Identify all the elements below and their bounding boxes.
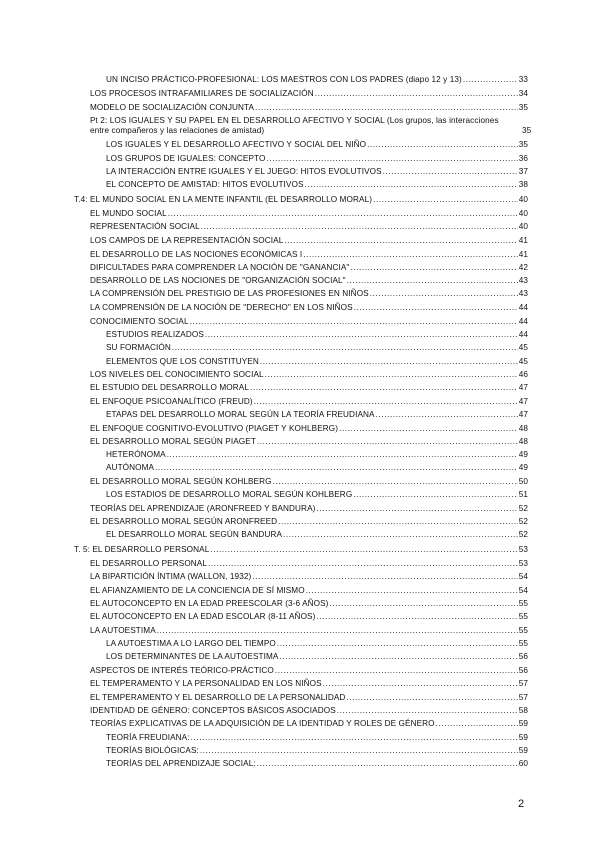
toc-leader-dots [210,545,517,555]
toc-leader-dots [284,236,517,246]
toc-entry-page: 58 [518,706,528,715]
toc-entry-title: SU FORMACIÓN [106,343,171,352]
toc-entry-page: 52 [518,530,528,539]
toc-entry-page: 44 [518,303,528,312]
toc-entry-title: LOS IGUALES Y EL DESARROLLO AFECTIVO Y SOCIAL DEL NIÑO [106,140,367,149]
toc-entry-title: EL TEMPERAMENTO Y LA PERSONALIDAD EN LOS NIÑOS [90,679,322,688]
toc-leader-dots [280,652,518,662]
toc-entry[interactable] [74,195,528,205]
toc-entry-page: 52 [518,517,528,526]
toc-entry-page: 36 [518,154,528,163]
toc-entry-title: CONOCIMIENTO SOCIAL [90,317,189,326]
toc-entry-page: 33 [518,75,528,84]
toc-entry-page: 35 [518,140,528,149]
toc-entry-page: 41 [518,250,528,259]
toc-entry[interactable] [106,140,528,150]
toc-entry-title: REPRESENTACIÓN SOCIAL [90,222,200,231]
toc-entry[interactable] [106,180,528,190]
toc-leader-dots [167,450,518,460]
toc-entry-title: LA COMPRENSIÓN DE LA NOCIÓN DE "DERECHO" EN LOS NIÑOS [90,303,353,312]
toc-entry-title: EL CONCEPTO DE AMISTAD: HITOS EVOLUTIVOS [106,180,304,189]
toc-entry[interactable] [106,733,528,743]
toc-leader-dots [266,154,517,164]
toc-entry-title: TEORÍAS EXPLICATIVAS DE LA ADQUISICIÓN DE LA IDENTIDAD Y ROLES DE GÉNERO [90,719,435,728]
toc-entry[interactable] [90,236,528,246]
toc-entry-page: 59 [518,719,528,728]
toc-entry-page: 57 [518,679,528,688]
toc-leader-dots [303,250,517,260]
toc-entry-page: 53 [518,559,528,568]
toc-entry-page: 38 [518,180,528,189]
toc-entry-title: Pt 2: LOS IGUALES Y SU PAPEL EN EL DESARROLLO AFECTIVO Y SOCIAL (Los grupos, las interacciones entre compañeros y las relaciones de amistad) [90,116,499,135]
toc-leader-dots [315,89,518,99]
toc-entry[interactable] [106,410,528,420]
toc-entry-page: 55 [518,612,528,621]
toc-leader-dots [383,167,518,177]
toc-entry-title: TEORÍAS BIOLÓGICAS: [106,746,199,755]
toc-entry[interactable] [106,759,528,769]
toc-entry-title: EL DESARROLLO MORAL SEGÚN ARONFREED [90,517,278,526]
toc-entry[interactable] [106,167,528,177]
toc-entry-title: LOS NIVELES DEL CONOCIMIENTO SOCIAL [90,370,264,379]
toc-leader-dots [337,706,518,716]
toc-leader-dots [376,410,518,420]
toc-entry[interactable] [90,693,528,703]
toc-leader-dots [257,759,518,769]
toc-entry-title: TEORÍAS DEL APRENDIZAJE SOCIAL: [106,759,256,768]
toc-leader-dots [316,504,517,514]
toc-leader-dots [330,599,518,609]
toc-leader-dots [252,572,517,582]
toc-leader-dots [254,397,518,407]
page-number: 2 [518,798,525,810]
toc-entry-title: LA BIPARTICIÓN ÍNTIMA (WALLON, 1932) [90,572,252,581]
toc-entry-page: 50 [518,477,528,486]
toc-entry-title: ASPECTOS DE INTERÉS TEÓRICO-PRÁCTICO [90,666,274,675]
toc-leader-dots [346,693,517,703]
toc-entry[interactable] [90,289,528,299]
toc-entry-title: EL AUTOCONCEPTO EN LA EDAD PREESCOLAR (3-6 AÑOS) [90,599,329,608]
toc-leader-dots [157,626,518,636]
toc-entry-page: 56 [518,652,528,661]
toc-entry[interactable] [106,746,528,756]
toc-leader-dots [367,140,518,150]
toc-entry-page: 41 [518,236,528,245]
toc-entry-title: LOS GRUPOS DE IGUALES: CONCEPTO [106,154,266,163]
toc-leader-dots [306,586,518,596]
toc-entry[interactable] [90,706,528,716]
toc-entry-title: DIFICULTADES PARA COMPRENDER LA NOCIÓN DE "GANANCIA" [90,263,350,272]
toc-entry-title: T. 5: EL DESARROLLO PERSONAL [74,545,210,554]
toc-leader-dots [168,209,518,219]
toc-entry-title: LOS PROCESOS INTRAFAMILIARES DE SOCIALIZACIÓN [90,89,314,98]
toc-entry[interactable] [106,154,528,164]
toc-entry-page: 60 [518,759,528,768]
toc-leader-dots [277,639,518,649]
toc-entry-page: 44 [518,317,528,326]
toc-entry-page: 43 [518,289,528,298]
toc-entry-page: 45 [518,357,528,366]
toc-entry-title: TEORÍA FREUDIANA: [106,733,190,742]
toc-entry[interactable] [106,530,528,540]
toc-entry-title: EL TEMPERAMENTO Y EL DESARROLLO DE LA PERSONALIDAD [90,693,346,702]
toc-entry-page: 48 [518,437,528,446]
toc-entry[interactable] [106,490,528,500]
toc-entry-page: 52 [518,504,528,513]
toc-entry-page: 57 [518,693,528,702]
toc-entry-title: EL ESTUDIO DEL DESARROLLO MORAL [90,383,250,392]
toc-leader-dots [323,679,518,689]
toc-leader-dots [190,317,518,327]
toc-entry-title: IDENTIDAD DE GÉNERO: CONCEPTOS BÁSICOS ASOCIADOS [90,706,336,715]
toc-leader-dots [370,289,518,299]
toc-entry-title: LA COMPRENSIÓN DEL PRESTIGIO DE LAS PROFESIONES EN NIÑOS [90,289,369,298]
toc-entry-title: EL DESARROLLO MORAL SEGÚN BANDURA [106,530,283,539]
toc-entry[interactable] [90,572,528,582]
toc-leader-dots [200,746,518,756]
toc-entry-title: DESARROLLO DE LAS NOCIONES DE "ORGANIZACIÓN SOCIAL" [90,276,346,285]
toc-entry-title: TEORÍAS DEL APRENDIZAJE (ARONFREED Y BANDURA) [90,504,316,513]
toc-entry[interactable] [90,209,528,219]
toc-leader-dots [463,75,518,85]
toc-leader-dots [305,180,518,190]
toc-entry-title: EL DESARROLLO PERSONAL [90,559,208,568]
toc-leader-dots [354,303,518,313]
toc-entry[interactable] [90,599,528,609]
toc-entry-title: EL DESARROLLO MORAL SEGÚN PIAGET [90,437,256,446]
toc-entry-title: EL ENFOQUE PSICOANALÍTICO (FREUD) [90,397,253,406]
toc-entry[interactable] [106,450,528,460]
toc-entry-title: LA AUTOESTIMA [90,626,156,635]
toc-entry-title: EL ENFOQUE COGNITIVO-EVOLUTIVO (PIAGET Y KOHLBERG) [90,424,339,433]
toc-entry[interactable] [74,545,528,555]
toc-entry[interactable] [106,343,528,353]
toc-entry-page: 35 [518,103,528,112]
toc-entry-title: HETERÓNOMA [106,450,166,459]
toc-entry-page: 40 [518,222,528,231]
toc-entry[interactable] [106,357,528,367]
toc-entry-title: ETAPAS DEL DESARROLLO MORAL SEGÚN LA TEORÍA FREUDIANA [106,410,375,419]
toc-leader-dots [191,733,518,743]
toc-entry[interactable] [106,330,528,340]
toc-leader-dots [278,517,518,527]
toc-leader-dots [347,276,518,286]
toc-entry[interactable] [90,666,528,676]
toc-entry-title: EL MUNDO SOCIAL [90,209,167,218]
toc-entry-page: 44 [518,330,528,339]
toc-entry-title: EL DESARROLLO MORAL SEGÚN KOHLBERG [90,477,272,486]
toc-entry-title: T.4: EL MUNDO SOCIAL EN LA MENTE INFANTIL (EL DESARROLLO MORAL) [74,195,373,204]
toc-entry-title: LOS DETERMINANTES DE LA AUTOESTIMA [106,652,279,661]
toc-entry[interactable] [90,477,528,487]
toc-leader-dots [201,222,518,232]
toc-entry[interactable] [90,370,528,380]
toc-entry-page: 55 [518,626,528,635]
toc-entry-title: LA AUTOESTIMA A LO LARGO DEL TIEMPO [106,639,276,648]
toc-entry-page: 48 [518,424,528,433]
toc-entry-title: UN INCISO PRÁCTICO-PROFESIONAL: LOS MAESTROS CON LOS PADRES (diapo 12 y 13) [106,75,462,84]
toc-entry-page: 51 [518,490,528,499]
toc-leader-dots [208,559,518,569]
toc-entry[interactable] [90,383,528,393]
toc-entry-title: EL AUTOCONCEPTO EN LA EDAD ESCOLAR (8-11 AÑOS) [90,612,316,621]
toc-entry-page: 37 [518,167,528,176]
toc-entry-page: 49 [518,450,528,459]
toc-entry-page: 55 [518,599,528,608]
toc-entry[interactable] [90,263,528,273]
toc-entry[interactable] [90,397,528,407]
toc-entry[interactable] [90,222,528,232]
toc-entry-page: 47 [518,383,528,392]
toc-entry[interactable] [90,437,528,447]
toc-entry[interactable] [90,317,528,327]
toc-entry-page: 43 [518,276,528,285]
toc-entry-page: 40 [518,209,528,218]
toc-entry-page: 49 [518,463,528,472]
toc-entry[interactable] [106,75,528,85]
toc-entry-title: EL DESARROLLO DE LAS NOCIONES ECONÓMICAS I [90,250,303,259]
toc-entry-title: MODELO DE SOCIALIZACIÓN CONJUNTA [90,103,255,112]
toc-entry[interactable] [106,463,528,473]
toc-entry-page: 59 [518,733,528,742]
toc-entry-page: 34 [518,89,528,98]
toc-entry[interactable] [90,89,528,99]
toc-entry-page: 56 [518,666,528,675]
toc-entry[interactable] [90,586,528,596]
toc-entry-title: LA INTERACCIÓN ENTRE IGUALES Y EL JUEGO: HITOS EVOLUTIVOS [106,167,382,176]
toc-entry[interactable] [90,504,528,514]
toc-entry-title: LOS ESTADIOS DE DESARROLLO MORAL SEGÚN KOHLBERG [106,490,353,499]
toc-leader-dots [316,612,517,622]
toc-entry-title: AUTÓNOMA [106,463,155,472]
toc-leader-dots [260,357,518,367]
toc-entry[interactable] [90,517,528,527]
toc-entry-page: 54 [518,586,528,595]
toc-entry-title: ELEMENTOS QUE LOS CONSTITUYEN [106,357,259,366]
toc-leader-dots [172,343,518,353]
toc-entry-title: LOS CAMPOS DE LA REPRESENTACIÓN SOCIAL [90,236,284,245]
toc-entry[interactable] [90,250,528,260]
toc-entry[interactable] [106,652,528,662]
toc-leader-dots [273,477,518,487]
toc-entry-page: 47 [518,397,528,406]
toc-entry[interactable] [90,679,528,689]
toc-leader-dots [373,195,518,205]
toc-entry-title: EL AFIANZAMIENTO DE LA CONCIENCIA DE SÍ MISMO [90,586,305,595]
toc-leader-dots [283,530,518,540]
toc-entry-page: 47 [518,410,528,419]
toc-entry[interactable] [90,303,528,313]
toc-entry[interactable] [90,559,528,569]
toc-leader-dots [436,719,518,729]
toc-entry[interactable] [90,103,528,113]
toc-entry-page: 42 [518,263,528,272]
toc-entry-page: 54 [518,572,528,581]
toc-leader-dots [339,424,518,434]
toc-leader-dots [155,463,518,473]
toc-leader-dots [265,370,518,380]
toc-entry-page: 46 [518,370,528,379]
toc-entry-title: ESTUDIOS REALIZADOS [106,330,204,339]
toc-entry[interactable] [90,424,528,434]
toc-entry-page: 40 [518,195,528,204]
toc-entry[interactable] [90,612,528,622]
toc-entry[interactable] [90,626,528,636]
toc-leader-dots [250,383,518,393]
toc-leader-dots [353,490,517,500]
toc-leader-dots [275,666,518,676]
toc-leader-dots [255,103,518,113]
toc-leader-dots [257,437,518,447]
toc-entry[interactable] [90,719,528,729]
toc-entry-page: 53 [518,545,528,554]
toc-leader-dots [205,330,518,340]
toc-entry-page: 35 [522,126,532,135]
toc-entry-page: 45 [518,343,528,352]
toc-entry-page: 59 [518,746,528,755]
toc-leader-dots [350,263,517,273]
toc-entry[interactable] [106,639,528,649]
toc-entry[interactable] [90,276,528,286]
toc-entry-page: 55 [518,639,528,648]
toc-entry[interactable] [90,116,532,136]
